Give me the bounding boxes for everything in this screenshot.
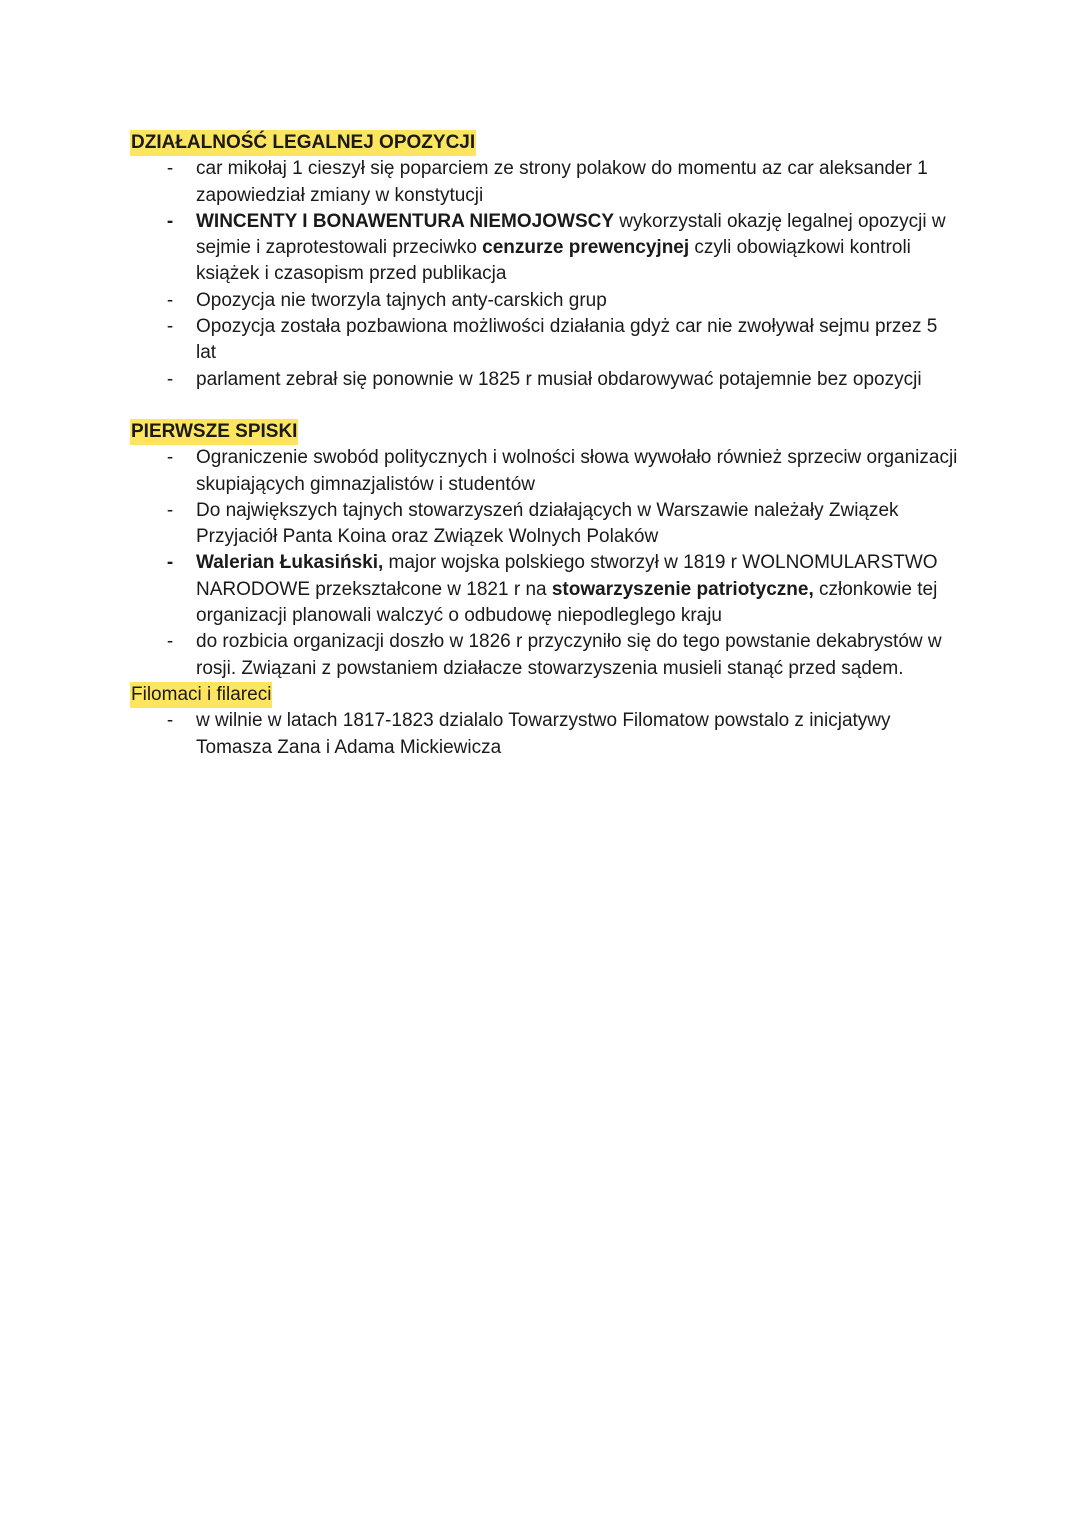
bold-text: stowarzyszenie patriotyczne, (551, 578, 814, 600)
section (130, 130, 960, 393)
item-text: członkowie tej organizacji planowali walczyć o odbudowę niepodleglego kraju (196, 578, 938, 627)
list-item (130, 288, 960, 314)
list-item (130, 156, 960, 209)
dash-bullet: - (166, 710, 174, 732)
list-item (130, 209, 960, 288)
list-item (130, 629, 960, 682)
dash-bullet: - (166, 631, 174, 653)
list-item (130, 708, 960, 761)
dash-bullet: - (166, 158, 174, 180)
item-text: czyli obowiązkowi kontroli książek i czasopism przed publikacja (196, 237, 911, 285)
section-heading: PIERWSZE SPISKI (130, 419, 298, 445)
bullet-list (130, 708, 960, 761)
dash-bullet: - (166, 552, 174, 574)
section-heading: DZIAŁALNOŚĆ LEGALNEJ OPOZYCJI (130, 130, 476, 156)
item-text: parlament zebrał się ponownie w 1825 r musiał obdarowywać potajemnie bez opozycji (196, 368, 922, 390)
section-spacer (130, 393, 960, 419)
item-text: Opozycja została pozbawiona możliwości działania gdyż car nie zwoływał sejmu przez 5 lat (196, 316, 938, 364)
bold-text: Walerian Łukasiński, (196, 552, 384, 574)
item-text: car mikołaj 1 cieszył się poparciem ze strony polakow do momentu az car aleksander 1 zapowiedział zmiany w konstytucji (196, 158, 928, 206)
dash-bullet: - (166, 499, 174, 521)
section-heading: Filomaci i filareci (130, 682, 272, 708)
bullet-list (130, 445, 960, 682)
section (130, 682, 960, 761)
item-text: do rozbicia organizacji doszło w 1826 r przyczyniło się do tego powstanie dekabrystów w rosji. Związani z powstaniem działacze stowarzyszenia musieli stanąć przed sądem. (196, 631, 942, 679)
bullet-list (130, 156, 960, 393)
list-item (130, 367, 960, 393)
bold-text: cenzurze prewencyjnej (482, 237, 690, 259)
item-text: Opozycja nie tworzyla tajnych anty-carskich grup (196, 289, 607, 311)
item-text: Ograniczenie swobód politycznych i wolności słowa wywołało również sprzeciw organizacji skupiających gimnazjalistów i studentów (196, 447, 958, 495)
item-text: major wojska polskiego stworzył w 1819 r WOLNOMULARSTWO NARODOWE przekształcone w 1821 r na (196, 552, 938, 600)
item-text: w wilnie w latach 1817-1823 dzialalo Towarzystwo Filomatow powstalo z inicjatywy Tomasza Zana i Adama Mickiewicza (196, 710, 891, 758)
dash-bullet: - (166, 316, 174, 338)
list-item (130, 314, 960, 367)
dash-bullet: - (166, 289, 174, 311)
list-item (130, 550, 960, 629)
dash-bullet: - (166, 447, 174, 469)
dash-bullet: - (166, 368, 174, 390)
dash-bullet: - (166, 210, 174, 232)
item-text: wykorzystali okazję legalnej opozycji w sejmie i zaprotestowali przeciwko (196, 210, 946, 259)
item-text: Do największych tajnych stowarzyszeń działających w Warszawie należały Związek Przyjaciół Panta Koina oraz Związek Wolnych Polaków (196, 499, 899, 548)
section (130, 419, 960, 682)
list-item (130, 498, 960, 551)
bold-text: WINCENTY I BONAWENTURA NIEMOJOWSCY (196, 210, 615, 232)
list-item (130, 445, 960, 498)
document-page (130, 130, 960, 761)
